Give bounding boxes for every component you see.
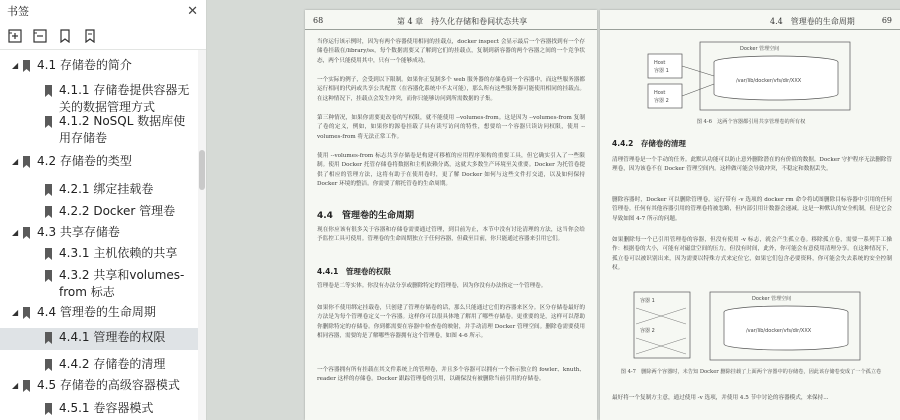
scrollbar-thumb[interactable]	[199, 150, 205, 190]
page-69	[600, 10, 900, 420]
page-number: 69	[881, 16, 892, 25]
subsection-title: 存储卷的清理	[640, 139, 686, 148]
figure-label: Docker 管理空间	[752, 296, 792, 302]
figure-label: /var/lib/docker/vfs/dir/XXX	[736, 78, 802, 84]
bookmark-item[interactable]	[0, 112, 198, 150]
bookmark-section[interactable]	[0, 223, 198, 243]
figure-caption: 图 4-6 这两个容器都引用共享管理卷的所有权	[696, 119, 806, 125]
paragraph: 一个容器拥有所有挂载在其文件系统上的管理卷，并且多个容器可以拥有一个指示独立的 fowler、knuth、reader 这样的存储卷。Docker 跟踪管理卷的引用，以确保没有被删除当前引用的存储卷。	[317, 367, 585, 383]
bookmark-label: 4.4.1 管理卷的权限	[59, 330, 166, 344]
collapse-arrow-icon[interactable]: ◢	[12, 381, 19, 390]
collapse-arrow-icon[interactable]: ◢	[12, 228, 19, 237]
collapse-arrow-icon[interactable]: ◢	[12, 157, 19, 166]
paragraph: 使用 --volumes-from 标志共享存储卷是构建可移植的应用程序架构的重要工具，但它确实引入了一些限制。使用 Docker 托管存储卷将数据和主机依赖分离，这就大多数生产环境至关重要。Docker 为托管卷提供了相应的管理方法，这将有助于在使用卷时，更了解 Docker 如何与这些文件打交道，以及如何保持 Docker 环境的整洁。你需要了解托管卷的生命周期。	[317, 153, 585, 188]
bookmark-label: 4.2.2 Docker 管理卷	[59, 204, 176, 218]
bookmarks-title: 书签	[7, 5, 29, 18]
figure-4-7	[630, 286, 870, 366]
bookmark-options-icon[interactable]	[83, 29, 97, 43]
page-header	[600, 10, 900, 30]
bookmark-icon	[22, 227, 31, 239]
bookmark-icon	[22, 156, 31, 168]
section-heading	[317, 208, 414, 221]
figure-4-6	[640, 36, 860, 116]
subsection-heading	[317, 266, 391, 277]
paragraph: 如果你不使用绑定挂载卷，只创建了管理存储卷的话，那么只能通过它们的容器来区分。区分存储卷最好的方法是为每个管理卷定义一个容器。这样你可以很具体地了解用了哪些存储卷。更重要的是，这样可以帮助你删除特定的存储卷。你到都需要在容器中检查卷的映射，并手动清理 Docker 管理空间。删除卷需要使用相同容器，需要的是了解哪些容器拥有这个管理卷，如图 4-6 所示。	[317, 305, 585, 340]
bookmark-section[interactable]	[0, 376, 198, 396]
paragraph: 现在你应该有很多关于容器和存储卷需要通过管理，到目前为止，本节中没有讨论清理的方法，这当你会给予监控工具可使用。管理卷的生命周期独立于任何容器，但截至目前，你只能通过容器来引用它们。	[317, 227, 585, 243]
bookmark-section[interactable]	[0, 152, 198, 174]
paragraph: 清理管理卷是一个手动的任务。此默认功能可以防止意外删除潜在的有价值的数据。Docker 守护程序无法删除管理卷，因为该卷不在 Docker 管理空间内。这样做可能会导致冲突，不稳定和数据丢失。	[612, 157, 892, 173]
bookmarks-header	[0, 0, 206, 22]
bookmark-icon	[44, 359, 53, 371]
subsection-title: 管理卷的权限	[345, 267, 391, 276]
bookmark-item[interactable]	[0, 355, 198, 375]
sidebar-scrollbar[interactable]	[198, 50, 206, 420]
paragraph: 当你运行该示例时，因为有两个容器使用相同的挂载点，docker inspect 会显示最后一个容器找到有一个存储卷挂载在/library/ss，每个数据需要又了解到它们的挂载点，复制到新容器的两个容器之间的一个竞争状态，两个只能使用其中，只有一个能够成功。	[317, 39, 585, 64]
bookmark-icon	[22, 60, 31, 72]
bookmarks-toolbar	[0, 22, 206, 50]
paragraph: 一个实际的例子，会受到以下限制。如果你正复制多个 web 服务器的存储卷到一个容器中，而这些服务器都运行相同的代码或共享公共配置（在容器化系统中不太可能），那么所有这些服务器可能使用相同的挂载点。在这种情况下，挂载点会发生冲突，而你只能够访问到所需数据的子集。	[317, 77, 585, 102]
bookmark-label: 4.4.2 存储卷的清理	[59, 357, 166, 371]
bookmark-label: 4.5.1 卷容器模式	[59, 401, 154, 415]
bookmark-item[interactable]	[0, 399, 198, 419]
paragraph: 第三种情况，如果你需要更改卷的写权限，就不能使用 --volumes-from。这是因为 --volumes-from 复制了卷的定义，例如，如果你的源卷挂载了具有读写访问的特性，想要给一个容器只读访问权限，使用 --volumes-from 将无法正常工作。	[317, 115, 585, 140]
bookmark-label: 4.3.1 主机依赖的共享	[59, 246, 178, 260]
figure-label: /var/lib/docker/vfs/dir/XXX	[746, 328, 812, 334]
subsection-number: 4.4.1	[317, 267, 339, 276]
bookmark-label: 4.1 存储卷的简介	[37, 58, 132, 72]
collapse-all-icon[interactable]	[33, 29, 47, 43]
bookmark-section[interactable]	[0, 56, 198, 76]
paragraph: 如果删除每一个已引用管理卷的容器，但没有使用 -v 标志，就会产生孤立卷。移除孤立卷，需要一系列手工操作：根据卷的大小，可能有对磁盘空间的压力，但没有时间，此外，你可能会有意使用清理分享。在这种情况下，孤立卷可以被识别出来，因为需要以特殊方式来定位它，如果它们包含必要资料，你可能会失去系统的安全控制权。	[612, 237, 892, 272]
subsection-heading	[612, 138, 686, 149]
bookmark-label: 4.1.1 存储卷提供容器无关的数据管理方式	[59, 83, 190, 114]
document-viewer	[207, 0, 900, 420]
subsection-number: 4.4.2	[612, 139, 634, 148]
figure-label: Host	[654, 90, 666, 96]
section-title: 管理卷的生命周期	[341, 211, 414, 221]
bookmark-icon	[44, 270, 53, 282]
container-box	[648, 54, 682, 78]
figure-label: 容器 2	[640, 328, 655, 334]
bookmark-item[interactable]	[0, 244, 198, 264]
section-number: 4.4	[317, 211, 333, 221]
close-icon[interactable]: ✕	[187, 3, 198, 19]
bookmark-icon	[44, 184, 53, 196]
bookmark-label: 4.2.1 绑定挂载卷	[59, 182, 154, 196]
collapse-arrow-icon[interactable]: ◢	[12, 61, 19, 70]
bookmark-item[interactable]	[0, 81, 198, 114]
container-box	[648, 84, 682, 108]
paragraph: 删除容器时，Docker 可以删除管理卷。运行带有 -v 选项的 docker rm 命令将试图删除目标容器中引用的任何管理卷。任何有其他容器引用的管理卷将被忽略，但内部引用计数器会递减。这是一种默认的安全机制，但是它会导致如图 4-7 所示的问题。	[612, 197, 892, 222]
bookmark-label: 4.3 共享存储卷	[37, 225, 120, 239]
bookmark-item[interactable]	[0, 180, 198, 200]
bookmark-label: 4.4 管理卷的生命周期	[37, 305, 156, 319]
page-68	[305, 10, 597, 420]
bookmark-icon	[44, 85, 53, 97]
paragraph: 最好将一个复制方主意，通过使用 -v 选项，并使用 4.5 节中讨论的容器模式，来保持...	[612, 395, 829, 401]
bookmark-section[interactable]	[0, 303, 198, 325]
bookmark-item[interactable]	[0, 202, 198, 222]
chapter-running-head: 4.4 管理卷的生命周期	[770, 17, 855, 26]
bookmark-item[interactable]	[0, 328, 198, 350]
bookmark-icon	[22, 380, 31, 392]
bookmark-icon	[44, 403, 53, 415]
chapter-running-head: 第 4 章 持久化存储和卷间状态共享	[397, 17, 528, 26]
collapse-arrow-icon[interactable]: ◢	[12, 308, 19, 317]
page-header	[305, 10, 597, 30]
page-number: 68	[313, 16, 324, 25]
bookmarks-panel	[0, 0, 207, 420]
bookmark-label: 4.5 存储卷的高级容器模式	[37, 378, 180, 392]
add-bookmark-icon[interactable]	[58, 29, 72, 43]
bookmark-label: 4.1.2 NoSQL 数据库使用存储卷	[59, 114, 186, 145]
bookmark-icon	[44, 206, 53, 218]
figure-label: 容器 1	[640, 298, 655, 304]
figure-label: Docker 管理空间	[740, 46, 780, 52]
bookmark-label: 4.3.2 共享和volumes-from 标志	[59, 268, 185, 299]
expand-all-icon[interactable]	[8, 29, 22, 43]
bookmark-label: 4.2 存储卷的类型	[37, 154, 132, 168]
bookmark-icon	[44, 332, 53, 344]
figure-label: 容器 1	[654, 68, 669, 74]
bookmark-icon	[44, 248, 53, 260]
figure-label: Host	[654, 60, 666, 66]
figure-label: 容器 2	[654, 98, 669, 104]
paragraph: 管理卷是二等实体。你没有办法分享或删除特定的管理卷，因为你没有办法指定一个管理卷。	[317, 283, 547, 289]
bookmark-item[interactable]	[0, 266, 198, 302]
figure-caption: 图 4-7 删除两个容器时，未告知 Docker 删除挂载了上面两个容器中的存储卷，因此该存储卷变成了一个孤立卷	[620, 369, 882, 375]
bookmark-icon	[22, 307, 31, 319]
bookmark-icon	[44, 116, 53, 128]
